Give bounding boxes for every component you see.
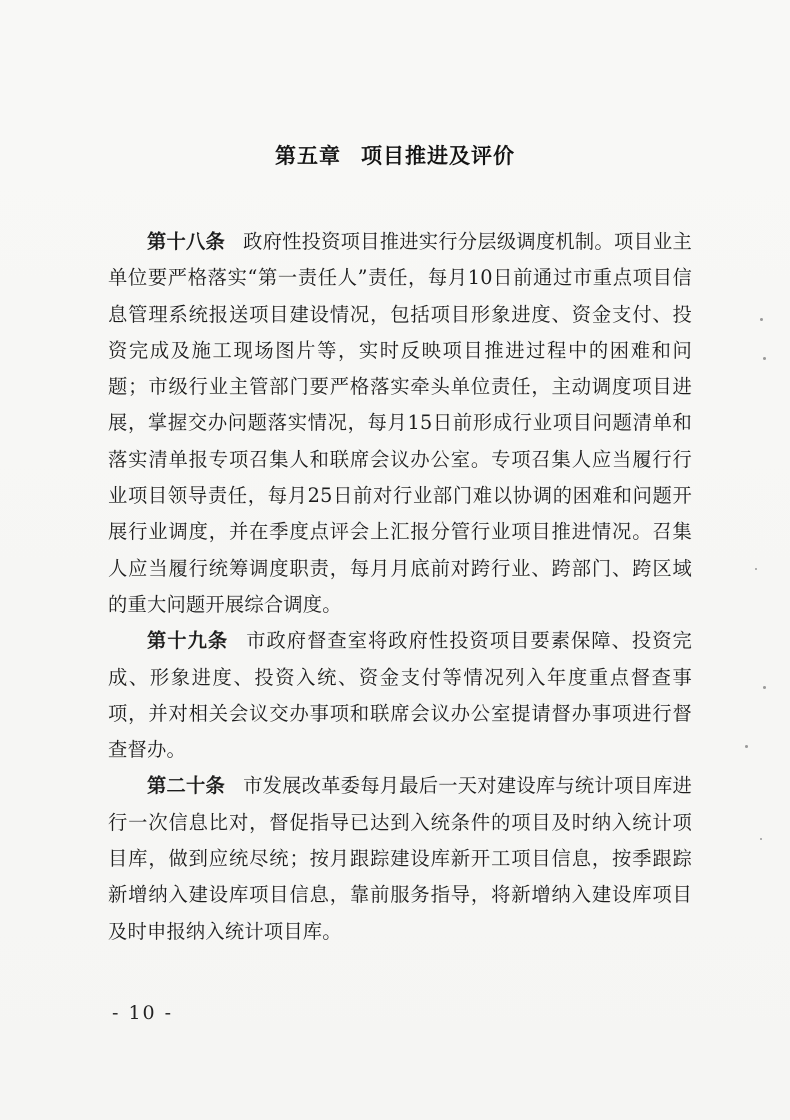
chapter-title: 项目推进及评价 [361, 144, 515, 168]
chapter-heading [0, 140, 790, 170]
scan-speck [755, 568, 757, 570]
article-label: 第二十条 [147, 774, 226, 798]
scan-speck [763, 686, 766, 689]
scan-speck [745, 745, 748, 748]
scan-speck [760, 838, 762, 840]
document-body [108, 224, 692, 950]
article-text: 市发展改革委每月最后一天对建设库与统计项目库进行一次信息比对，督促指导已达到入统条件的项目及时纳入统计项目库，做到应统尽统；按月跟踪建设库新开工项目信息，按季跟踪新增纳入建设库项目信息，靠前服务指导，将新增纳入建设库项目及时申报纳入统计项目库。 [108, 774, 692, 943]
article-20 [108, 768, 692, 949]
page-number: - 10 - [112, 1002, 174, 1024]
article-label: 第十八条 [147, 230, 226, 253]
article-text: 市政府督查室将政府性投资项目要素保障、投资完成、形象进度、投资入统、资金支付等情况列入年度重点督查事项，并对相关会议交办事项和联席会议办公室提请督办事项进行督查督办。 [108, 629, 692, 762]
chapter-number: 第五章 [275, 144, 341, 168]
article-text: 政府性投资项目推进实行分层级调度机制。项目业主单位要严格落实“第一责任人”责任，每月10日前通过市重点项目信息管理系统报送项目建设情况，包括项目形象进度、资金支付、投资完成及施工现场图片等，实时反映项目推进过程中的困难和问题；市级行业主管部门要严格落实牵头单位责任，主动调度项目进展，掌握交办问题落实情况，每月15日前形成行业项目问题清单和落实清单报专项召集人和联席会议办公室。专项召集人应当履行行业项目领导责任，每月25日前对行业部门难以协调的困难和问题开展行业调度，并在季度点评会上汇报分管行业项目推进情况。召集人应当履行统筹调度职责，每月月底前对跨行业、跨部门、跨区域的重大问题开展综合调度。 [108, 230, 692, 616]
article-label: 第十九条 [147, 629, 229, 653]
scan-speck [763, 357, 766, 360]
article-19 [108, 623, 692, 768]
scan-speck [760, 318, 763, 321]
article-18 [108, 224, 692, 623]
